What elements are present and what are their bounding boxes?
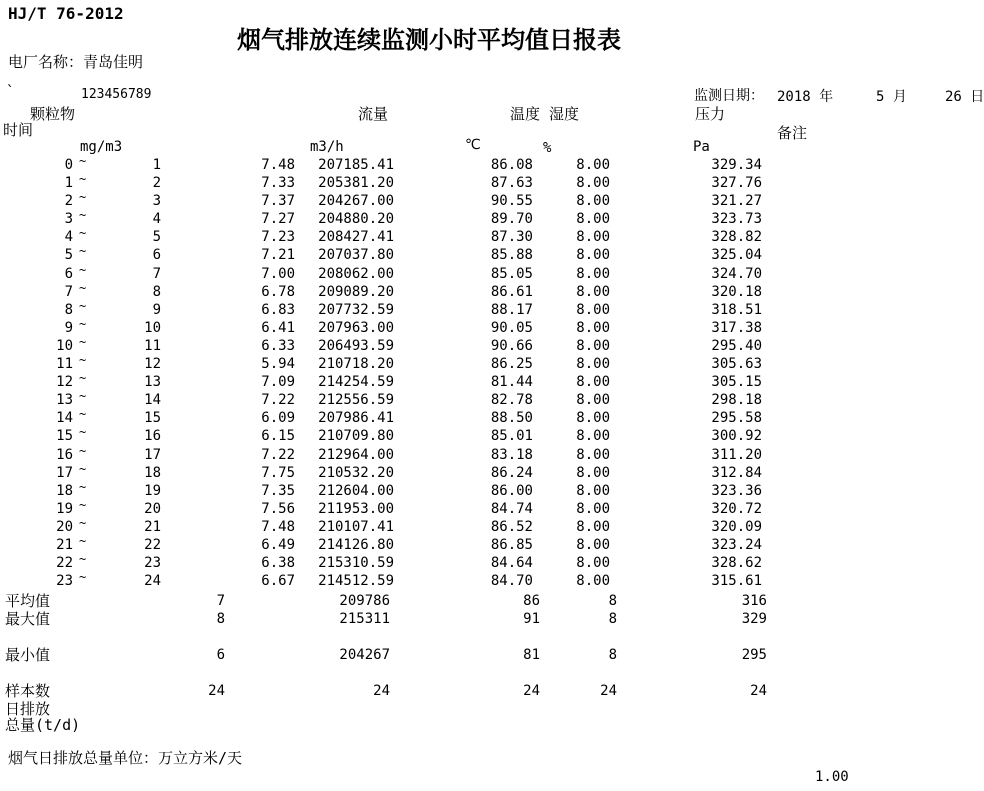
table-row <box>0 427 984 445</box>
hour-from-value: 2 <box>64 193 73 210</box>
table-row <box>0 391 984 409</box>
hour-to-value: 3 <box>152 193 161 210</box>
table-row <box>0 355 984 373</box>
tilde-separator: ~ <box>79 515 87 530</box>
tilde-separator: ~ <box>79 552 87 567</box>
tilde-separator: ~ <box>79 407 87 422</box>
summary-flow-value: 204267 <box>339 647 390 663</box>
table-row <box>0 280 984 301</box>
flow-value: 210709.80 <box>318 428 394 445</box>
summary-row <box>0 682 984 700</box>
tilde-separator: ~ <box>79 425 87 440</box>
unit-humidity: % <box>543 140 552 156</box>
hour-from-value: 16 <box>56 446 73 463</box>
table-row <box>0 316 984 337</box>
hour-from-value: 19 <box>56 500 73 517</box>
tilde-separator: ~ <box>79 443 87 458</box>
particulate-value: 7.75 <box>261 464 295 481</box>
flow-value: 209089.20 <box>318 283 394 300</box>
summary-particulate-value: 6 <box>216 647 225 663</box>
summary-humidity-value: 8 <box>608 593 617 609</box>
temperature-value: 89.70 <box>490 211 533 228</box>
temperature-value: 85.88 <box>490 247 533 264</box>
daily-total-label-line1: 日排放 <box>5 700 51 718</box>
summary-pressure-value: 316 <box>741 593 767 609</box>
tilde-separator: ~ <box>79 316 87 331</box>
hour-from-value: 8 <box>64 301 73 318</box>
tilde-separator: ~ <box>79 389 87 404</box>
humidity-value: 8.00 <box>576 410 610 427</box>
humidity-value: 8.00 <box>576 247 610 264</box>
humidity-value: 8.00 <box>576 518 610 535</box>
plant-name-value: 青岛佳明 <box>83 53 144 71</box>
pressure-value: 300.92 <box>711 428 762 445</box>
hour-to-value: 15 <box>144 410 161 427</box>
particulate-value: 7.48 <box>261 157 295 173</box>
particulate-value: 6.38 <box>261 555 295 572</box>
summary-humidity-value: 8 <box>608 647 617 663</box>
humidity-value: 8.00 <box>576 283 610 300</box>
pressure-value: 295.40 <box>711 337 762 354</box>
humidity-value: 8.00 <box>576 356 610 373</box>
table-row <box>0 409 984 427</box>
hour-from-value: 4 <box>64 229 73 246</box>
tilde-separator: ~ <box>79 334 87 349</box>
summary-row <box>0 646 984 664</box>
particulate-value: 6.83 <box>261 301 295 318</box>
humidity-value: 8.00 <box>576 428 610 445</box>
pressure-value: 315.61 <box>711 573 762 590</box>
daily-total-label-line2: 总量(t/d) <box>5 716 81 734</box>
hour-from-value: 18 <box>56 482 73 499</box>
flow-value: 214254.59 <box>318 374 394 391</box>
table-row <box>0 515 984 536</box>
tick-mark: ` <box>6 84 15 100</box>
hour-to-value: 9 <box>152 301 161 318</box>
particulate-value: 7.35 <box>261 482 295 499</box>
summary-row <box>0 592 984 610</box>
table-row <box>0 334 984 355</box>
tilde-separator: ~ <box>79 190 87 205</box>
table-row <box>0 210 984 228</box>
particulate-value: 6.09 <box>261 410 295 427</box>
hour-to-value: 14 <box>144 392 161 409</box>
column-header-temp-humidity: 温度 湿度 <box>510 105 580 123</box>
hour-to-value: 10 <box>144 319 161 336</box>
tilde-separator: ~ <box>79 371 87 386</box>
summary-temperature-value: 81 <box>523 647 540 663</box>
pressure-value: 320.09 <box>711 518 762 535</box>
flow-value: 204880.20 <box>318 211 394 228</box>
humidity-value: 8.00 <box>576 193 610 210</box>
particulate-value: 7.37 <box>261 193 295 210</box>
tilde-separator: ~ <box>79 226 87 241</box>
hour-to-value: 12 <box>144 356 161 373</box>
summary-pressure-value: 295 <box>741 647 767 663</box>
temperature-value: 86.24 <box>490 464 533 481</box>
hour-to-value: 21 <box>144 518 161 535</box>
pressure-value: 318.51 <box>711 301 762 318</box>
particulate-value: 7.09 <box>261 374 295 391</box>
humidity-value: 8.00 <box>576 265 610 282</box>
temperature-value: 87.30 <box>490 229 533 246</box>
hour-to-value: 17 <box>144 446 161 463</box>
hour-from-value: 23 <box>56 573 73 590</box>
particulate-value: 6.33 <box>261 337 295 354</box>
summary-row-label: 平均值 <box>5 592 51 610</box>
summary-particulate-value: 24 <box>208 683 225 699</box>
tilde-separator: ~ <box>79 154 87 168</box>
summary-temperature-value: 91 <box>523 611 540 627</box>
tilde-separator: ~ <box>79 172 87 187</box>
hour-from-value: 11 <box>56 356 73 373</box>
particulate-value: 6.67 <box>261 573 295 590</box>
hour-to-value: 22 <box>144 536 161 553</box>
flow-value: 210107.41 <box>318 518 394 535</box>
hour-from-value: 0 <box>64 157 73 173</box>
hour-to-value: 23 <box>144 555 161 572</box>
humidity-value: 8.00 <box>576 229 610 246</box>
particulate-value: 5.94 <box>261 356 295 373</box>
pressure-value: 323.36 <box>711 482 762 499</box>
flow-value: 207986.41 <box>318 410 394 427</box>
hour-to-value: 24 <box>144 573 161 590</box>
tilde-separator: ~ <box>79 298 87 313</box>
pressure-value: 323.24 <box>711 536 762 553</box>
hour-from-value: 9 <box>64 319 73 336</box>
hour-to-value: 11 <box>144 337 161 354</box>
pressure-value: 327.76 <box>711 175 762 192</box>
tilde-separator: ~ <box>79 280 87 295</box>
particulate-value: 6.78 <box>261 283 295 300</box>
hour-to-value: 19 <box>144 482 161 499</box>
temperature-value: 90.55 <box>490 193 533 210</box>
summary-rows <box>0 592 984 704</box>
hour-to-value: 7 <box>152 265 161 282</box>
table-row <box>0 461 984 482</box>
tilde-separator: ~ <box>79 353 87 368</box>
table-row <box>0 262 984 283</box>
summary-flow-value: 24 <box>373 683 390 699</box>
table-row <box>0 533 984 554</box>
table-row <box>0 246 984 264</box>
tilde-separator: ~ <box>79 208 87 223</box>
particulate-value: 6.49 <box>261 536 295 553</box>
temperature-value: 84.64 <box>490 555 533 572</box>
flow-value: 204267.00 <box>318 193 394 210</box>
hour-from-value: 5 <box>64 247 73 264</box>
humidity-value: 8.00 <box>576 555 610 572</box>
temperature-value: 84.70 <box>490 573 533 590</box>
temperature-value: 85.05 <box>490 265 533 282</box>
hour-from-value: 13 <box>56 392 73 409</box>
flow-value: 208427.41 <box>318 229 394 246</box>
flow-value: 207037.80 <box>318 247 394 264</box>
humidity-value: 8.00 <box>576 337 610 354</box>
pressure-value: 325.04 <box>711 247 762 264</box>
humidity-value: 8.00 <box>576 464 610 481</box>
tilde-separator: ~ <box>79 461 87 476</box>
unit-particulate: mg/m3 <box>80 139 123 155</box>
table-row <box>0 192 984 210</box>
humidity-value: 8.00 <box>576 573 610 590</box>
plant-name-line <box>8 51 143 72</box>
table-row <box>0 479 984 500</box>
particulate-value: 7.22 <box>261 446 295 463</box>
hour-to-value: 18 <box>144 464 161 481</box>
pressure-value: 320.18 <box>711 283 762 300</box>
hour-from-value: 12 <box>56 374 73 391</box>
flow-value: 207185.41 <box>318 157 394 173</box>
hour-from-value: 22 <box>56 555 73 572</box>
hour-to-value: 4 <box>152 211 161 228</box>
column-header-pressure: 压力 <box>695 105 726 123</box>
particulate-value: 7.27 <box>261 211 295 228</box>
summary-pressure-value: 329 <box>741 611 767 627</box>
tilde-separator: ~ <box>79 533 87 548</box>
temperature-value: 86.52 <box>490 518 533 535</box>
table-row <box>0 174 984 192</box>
temperature-value: 82.78 <box>490 392 533 409</box>
pressure-value: 324.70 <box>711 265 762 282</box>
monitor-date-label: 监测日期： <box>694 88 764 104</box>
temperature-value: 90.66 <box>490 337 533 354</box>
flow-value: 215310.59 <box>318 555 394 572</box>
summary-humidity-value: 8 <box>608 611 617 627</box>
monitor-date-month: 5 月 <box>876 89 907 105</box>
monitor-date-year: 2018 年 <box>777 89 834 105</box>
unit-flow: m3/h <box>310 139 344 155</box>
pressure-value: 311.20 <box>711 446 762 463</box>
humidity-value: 8.00 <box>576 175 610 192</box>
summary-row-label: 样本数 <box>5 682 51 700</box>
temperature-value: 88.50 <box>490 410 533 427</box>
flow-value: 206493.59 <box>318 337 394 354</box>
summary-humidity-value: 24 <box>600 683 617 699</box>
table-row <box>0 228 984 246</box>
hour-to-value: 20 <box>144 500 161 517</box>
flow-value: 210718.20 <box>318 356 394 373</box>
hour-from-value: 15 <box>56 428 73 445</box>
unit-temperature: ℃ <box>465 137 481 153</box>
humidity-value: 8.00 <box>576 211 610 228</box>
pressure-value: 329.34 <box>711 157 762 173</box>
humidity-value: 8.00 <box>576 536 610 553</box>
hour-to-value: 8 <box>152 283 161 300</box>
monitor-date-day: 26 日 <box>945 89 984 105</box>
unit-pressure: Pa <box>693 139 710 155</box>
temperature-value: 85.01 <box>490 428 533 445</box>
pressure-value: 328.62 <box>711 555 762 572</box>
hour-to-value: 2 <box>152 175 161 192</box>
standard-code: HJ/T 76-2012 <box>8 4 124 23</box>
meter-id: 123456789 <box>81 87 152 102</box>
humidity-value: 8.00 <box>576 500 610 517</box>
table-row <box>0 554 984 572</box>
pressure-value: 328.82 <box>711 229 762 246</box>
hour-to-value: 5 <box>152 229 161 246</box>
humidity-value: 8.00 <box>576 374 610 391</box>
pressure-value: 298.18 <box>711 392 762 409</box>
summary-particulate-value: 8 <box>216 611 225 627</box>
hour-from-value: 14 <box>56 410 73 427</box>
flow-value: 214126.80 <box>318 536 394 553</box>
temperature-value: 88.17 <box>490 301 533 318</box>
humidity-value: 8.00 <box>576 446 610 463</box>
flow-value: 205381.20 <box>318 175 394 192</box>
pressure-value: 317.38 <box>711 319 762 336</box>
column-header-time: 时间 <box>3 121 34 139</box>
hour-from-value: 3 <box>64 211 73 228</box>
pressure-value: 305.63 <box>711 356 762 373</box>
table-row <box>0 156 984 174</box>
pressure-value: 312.84 <box>711 464 762 481</box>
particulate-value: 6.41 <box>261 319 295 336</box>
hour-to-value: 6 <box>152 247 161 264</box>
plant-name-label: 电厂名称： <box>8 53 84 71</box>
particulate-value: 6.15 <box>261 428 295 445</box>
table-row <box>0 572 984 590</box>
summary-flow-value: 215311 <box>339 611 390 627</box>
hour-from-value: 7 <box>64 283 73 300</box>
flow-value: 208062.00 <box>318 265 394 282</box>
hour-from-value: 10 <box>56 337 73 354</box>
tilde-separator: ~ <box>79 244 87 259</box>
humidity-value: 8.00 <box>576 319 610 336</box>
table-row <box>0 298 984 319</box>
flow-value: 210532.20 <box>318 464 394 481</box>
temperature-value: 84.74 <box>490 500 533 517</box>
pressure-value: 321.27 <box>711 193 762 210</box>
hour-from-value: 6 <box>64 265 73 282</box>
footer-unit-note: 烟气日排放总量单位：万立方米/天 <box>8 749 243 767</box>
hourly-data-rows <box>0 156 984 590</box>
pressure-value: 323.73 <box>711 211 762 228</box>
table-row <box>0 373 984 391</box>
particulate-value: 7.33 <box>261 175 295 192</box>
summary-particulate-value: 7 <box>216 593 225 609</box>
humidity-value: 8.00 <box>576 301 610 318</box>
tilde-separator: ~ <box>79 497 87 512</box>
temperature-value: 87.63 <box>490 175 533 192</box>
flow-value: 211953.00 <box>318 500 394 517</box>
hour-from-value: 21 <box>56 536 73 553</box>
humidity-value: 8.00 <box>576 482 610 499</box>
temperature-value: 90.05 <box>490 319 533 336</box>
humidity-value: 8.00 <box>576 392 610 409</box>
table-row <box>0 497 984 518</box>
temperature-value: 86.85 <box>490 536 533 553</box>
flow-value: 212964.00 <box>318 446 394 463</box>
summary-pressure-value: 24 <box>750 683 767 699</box>
column-header-remark: 备注 <box>777 124 808 142</box>
flow-value: 207963.00 <box>318 319 394 336</box>
particulate-value: 7.21 <box>261 247 295 264</box>
hour-from-value: 17 <box>56 464 73 481</box>
hour-from-value: 1 <box>64 175 73 192</box>
hour-to-value: 16 <box>144 428 161 445</box>
pressure-value: 320.72 <box>711 500 762 517</box>
column-header-flow: 流量 <box>358 105 389 123</box>
particulate-value: 7.22 <box>261 392 295 409</box>
hour-from-value: 20 <box>56 518 73 535</box>
summary-row-label: 最小值 <box>5 646 51 664</box>
flow-value: 212604.00 <box>318 482 394 499</box>
tilde-separator: ~ <box>79 479 87 494</box>
particulate-value: 7.23 <box>261 229 295 246</box>
flow-value: 212556.59 <box>318 392 394 409</box>
humidity-value: 8.00 <box>576 157 610 173</box>
tilde-separator: ~ <box>79 570 87 585</box>
particulate-value: 7.56 <box>261 500 295 517</box>
flow-value: 214512.59 <box>318 573 394 590</box>
pressure-value: 305.15 <box>711 374 762 391</box>
tilde-separator: ~ <box>79 262 87 277</box>
temperature-value: 86.08 <box>490 157 533 173</box>
column-header-particulate: 颗粒物 <box>30 105 76 123</box>
summary-row-label: 最大值 <box>5 610 51 628</box>
temperature-value: 86.61 <box>490 283 533 300</box>
summary-temperature-value: 86 <box>523 593 540 609</box>
temperature-value: 81.44 <box>490 374 533 391</box>
page-title: 烟气排放连续监测小时平均值日报表 <box>237 26 621 54</box>
temperature-value: 83.18 <box>490 446 533 463</box>
particulate-value: 7.00 <box>261 265 295 282</box>
hour-to-value: 13 <box>144 374 161 391</box>
summary-row <box>0 610 984 628</box>
hour-to-value: 1 <box>152 157 161 173</box>
temperature-value: 86.25 <box>490 356 533 373</box>
pressure-value: 295.58 <box>711 410 762 427</box>
table-row <box>0 443 984 464</box>
flow-value: 207732.59 <box>318 301 394 318</box>
summary-flow-value: 209786 <box>339 593 390 609</box>
summary-temperature-value: 24 <box>523 683 540 699</box>
temperature-value: 86.00 <box>490 482 533 499</box>
particulate-value: 7.48 <box>261 518 295 535</box>
page-number: 1.00 <box>815 769 849 785</box>
